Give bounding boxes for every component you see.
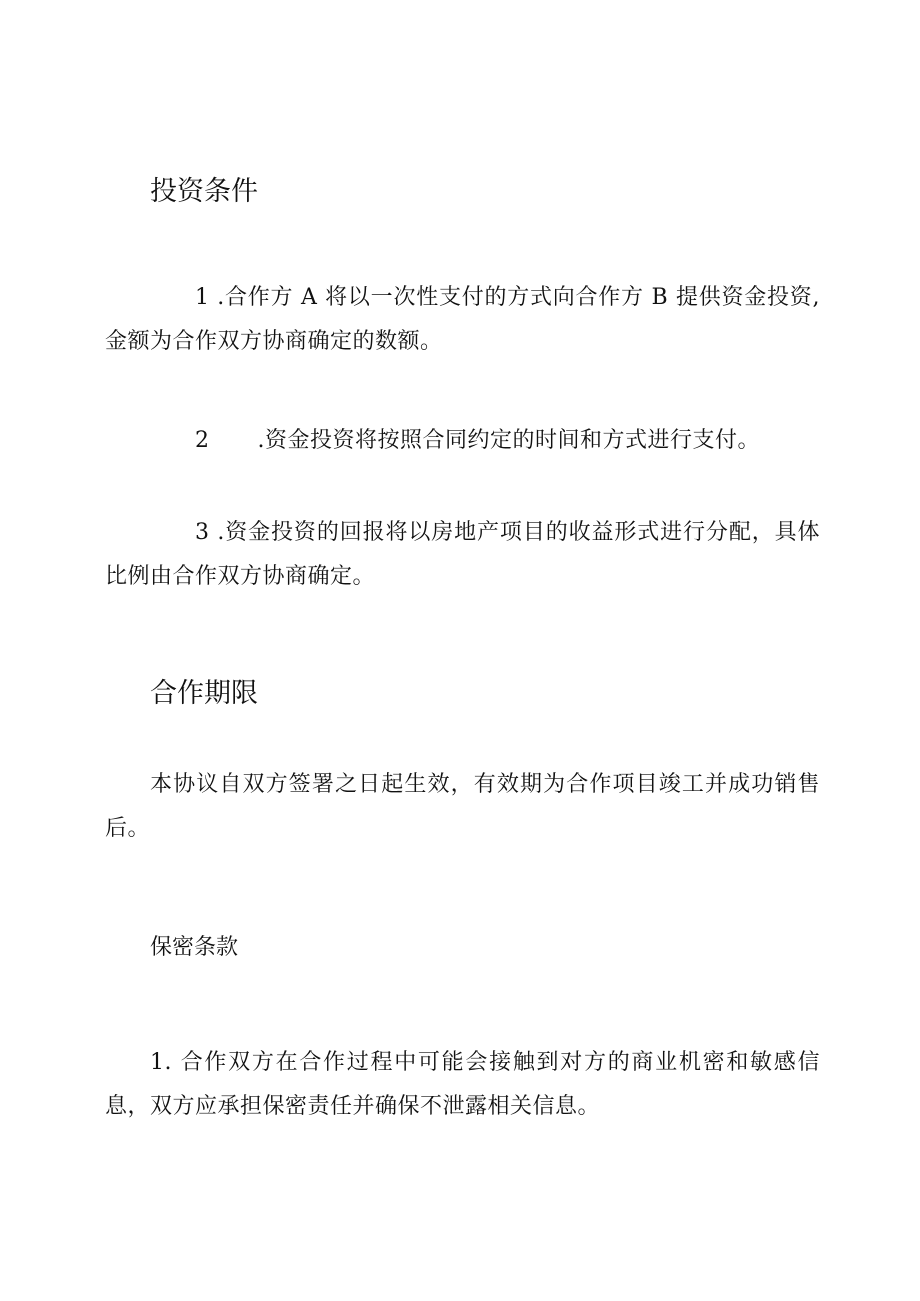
investment-item-1 <box>105 276 820 364</box>
item-number: 1 <box>195 285 210 310</box>
investment-item-2 <box>105 419 820 463</box>
item-text: .资金投资将按照合同约定的时间和方式进行支付。 <box>257 428 760 453</box>
term-paragraph: 本协议自双方签署之日起生效，有效期为合作项目竣工并成功销售后。 <box>105 772 820 841</box>
section-heading-confidentiality: 保密条款 <box>150 935 239 960</box>
item-text: .资金投资的回报将以房地产项目的收益形式进行分配，具体比例由合作双方协商确定。 <box>105 520 820 589</box>
section-heading-term: 合作期限 <box>150 678 258 709</box>
item-number: 2 <box>195 428 210 453</box>
confidentiality-item-1: 1. 合作双方在合作过程中可能会接触到对方的商业机密和敏感信息，双方应承担保密责任并确保不泄露相关信息。 <box>105 1050 820 1119</box>
item-text: .合作方 A 将以一次性支付的方式向合作方 B 提供资金投资, 金额为合作双方协商确定的数额。 <box>105 285 820 354</box>
section-heading-investment: 投资条件 <box>150 176 258 207</box>
investment-item-3 <box>105 511 820 599</box>
item-number: 3 <box>195 520 210 545</box>
